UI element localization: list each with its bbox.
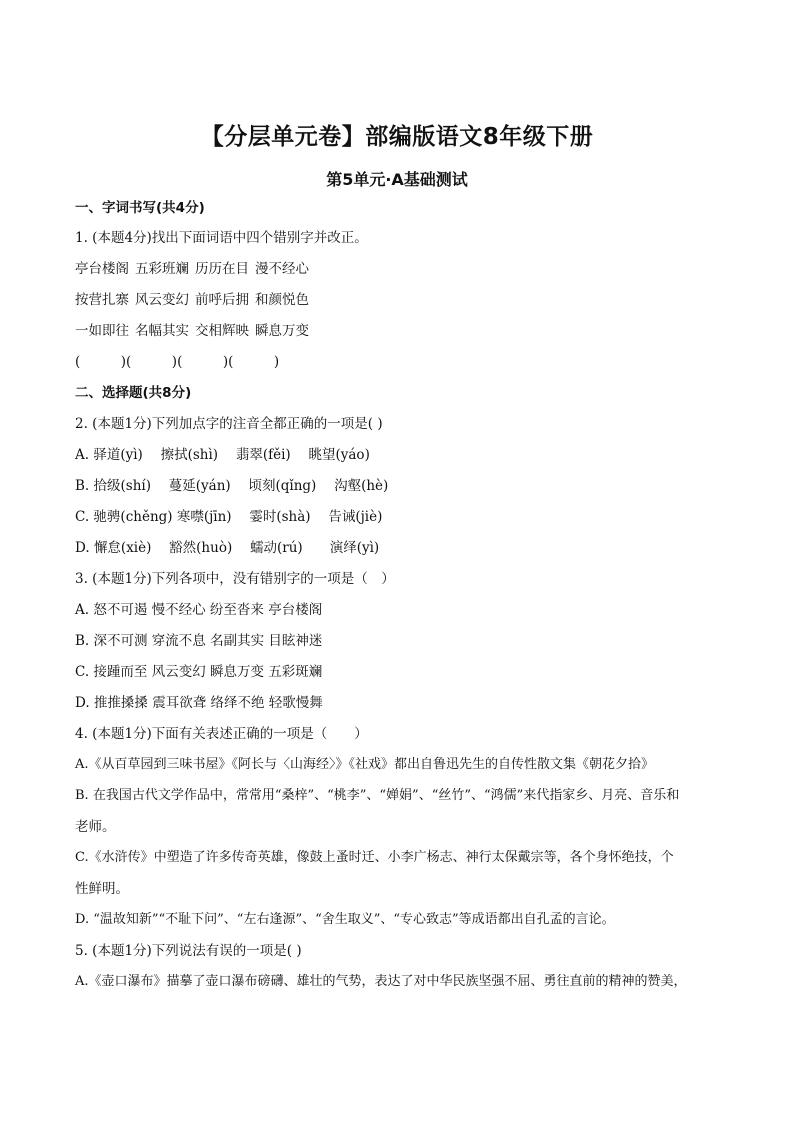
question-2-stem: 2. (本题1分)下列加点字的注音全都正确的一项是( ) bbox=[75, 416, 383, 432]
section-heading-1: 一、字词书写(共4分) bbox=[75, 200, 205, 216]
q4-option-a: A.《从百草园到三味书屋》《阿长与〈山海经〉》《社戏》都出自鲁迅先生的自传性散文集《朝花夕拾》 bbox=[75, 757, 655, 772]
question-4-stem: 4. (本题1分)下面有关表述正确的一项是（ ） bbox=[75, 726, 368, 742]
q1-word-row-1 bbox=[75, 259, 735, 279]
q1-word: 前呼后拥 bbox=[195, 292, 249, 308]
q1-word: 风云变幻 bbox=[135, 292, 189, 308]
q3-option-b: B. 深不可测 穿流不息 名副其实 目眩神迷 bbox=[75, 633, 323, 649]
q1-word: 五彩班斓 bbox=[135, 261, 189, 277]
question-5-stem: 5. (本题1分)下列说法有误的一项是( ) bbox=[75, 943, 302, 959]
q3-option-a: A. 怒不可遏 慢不经心 纷至沓来 亭台楼阁 bbox=[75, 602, 323, 618]
q1-answer-blanks: ( )( )( )( ) bbox=[75, 354, 280, 370]
q1-word: 历历在目 bbox=[195, 261, 249, 277]
q4-option-c-line2: 性鲜明。 bbox=[75, 881, 129, 897]
q1-word: 亭台楼阁 bbox=[75, 261, 129, 277]
q3-option-d: D. 推推搡搡 震耳欲聋 络绎不绝 轻歌慢舞 bbox=[75, 695, 323, 711]
page-title: 【分层单元卷】部编版语文8年级下册 bbox=[200, 124, 594, 150]
q2-option-c: C. 驰骋(chěng) 寒噤(jīn) 霎时(shà) 告诫(jiè) bbox=[75, 509, 383, 525]
question-3-stem: 3. (本题1分)下列各项中，没有错别字的一项是（ ） bbox=[75, 571, 395, 587]
q2-option-b: B. 拾级(shí) 蔓延(yán) 顷刻(qǐng) 沟壑(hè) bbox=[75, 478, 389, 494]
q2-option-d: D. 懈怠(xiè) 豁然(huò) 蠕动(rú) 演绎(yì) bbox=[75, 540, 380, 556]
q1-word: 交相辉映 bbox=[195, 323, 249, 339]
page-subtitle: 第5单元·A基础测试 bbox=[326, 170, 468, 189]
section-heading-2: 二、选择题(共8分) bbox=[75, 385, 192, 401]
q1-word: 和颜悦色 bbox=[255, 292, 309, 308]
q1-word: 漫不经心 bbox=[255, 261, 309, 277]
q4-option-b-line1: B. 在我国古代文学作品中，常常用“桑梓”、“桃李”、“婵娟”、“丝竹”、“鸿儒”来代指家乡、月亮、音乐和 bbox=[75, 788, 680, 803]
q1-word-row-3 bbox=[75, 321, 735, 341]
question-1-stem: 1. (本题4分)找出下面词语中四个错别字并改正。 bbox=[75, 230, 368, 246]
q4-option-c-line1: C.《水浒传》中塑造了许多传奇英雄，像鼓上蚤时迁、小李广杨志、神行太保戴宗等，各个身怀绝技，个 bbox=[75, 850, 674, 865]
q1-word: 瞬息万变 bbox=[255, 323, 309, 339]
q4-option-b-line2: 老师。 bbox=[75, 819, 116, 835]
q1-word: 一如即往 bbox=[75, 323, 129, 339]
q4-option-d: D. “温故知新”“不耻下问”、“左右逢源”、“舍生取义”、“专心致志”等成语都出自孔孟的言论。 bbox=[75, 912, 615, 927]
q2-option-a: A. 驿道(yì) 擦拭(shì) 翡翠(fěi) 眺望(yáo) bbox=[75, 447, 370, 463]
q1-word-row-2 bbox=[75, 290, 735, 310]
q3-option-c: C. 接踵而至 风云变幻 瞬息万变 五彩斑斓 bbox=[75, 664, 323, 680]
q1-word: 按营扎寨 bbox=[75, 292, 129, 308]
q1-word: 名幅其实 bbox=[135, 323, 189, 339]
q5-option-a-line1: A.《壶口瀑布》描摹了壶口瀑布磅礴、雄壮的气势，表达了对中华民族坚强不屈、勇往直前的精神的赞美， bbox=[75, 974, 687, 989]
